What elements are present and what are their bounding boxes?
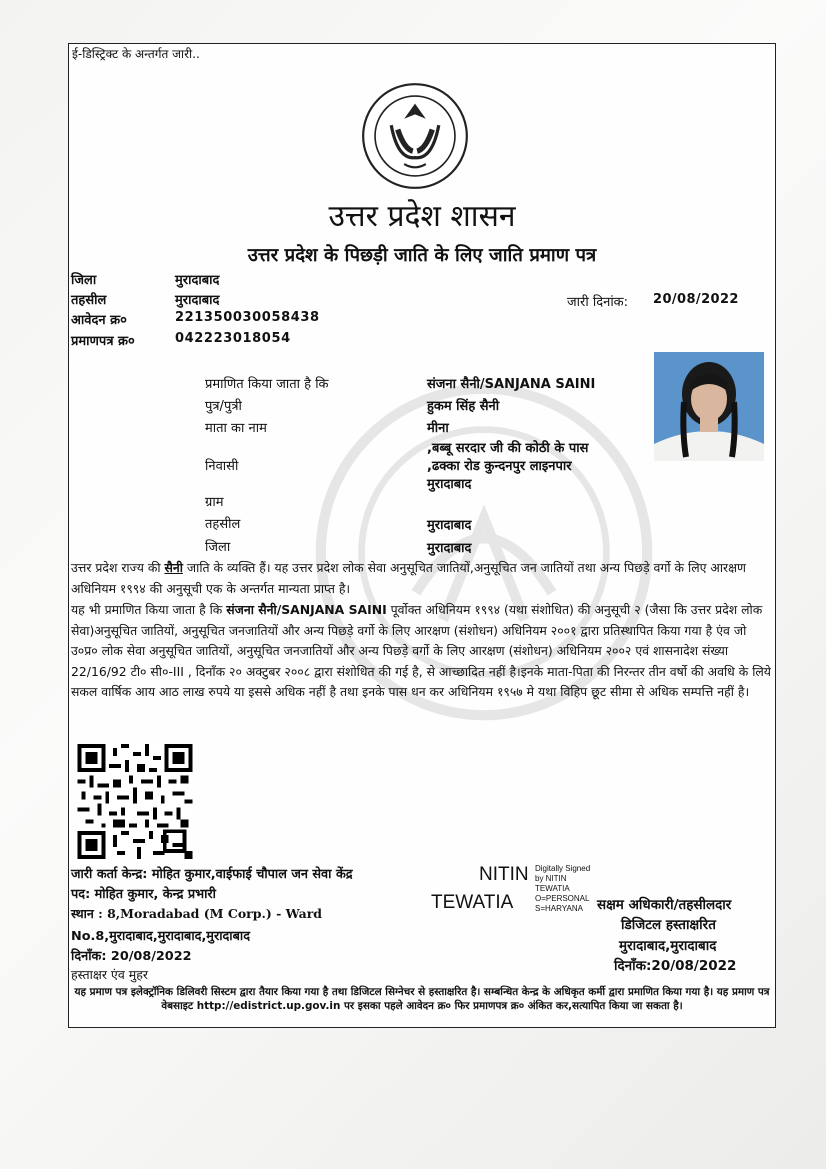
header-note: ई-डिस्ट्रिक्ट के अन्तर्गत जारी.. xyxy=(72,47,200,61)
issuer-sign-seal: हस्ताक्षर एंव मुहर xyxy=(71,967,148,982)
cert-title: उत्तर प्रदेश के पिछड़ी जाति के लिए जाति प्रमाण पत्र xyxy=(247,245,597,266)
applicant-name-inline: संजना सैनी/SANJANA SAINI xyxy=(226,602,387,617)
paragraph-certification: यह भी प्रमाणित किया जाता है कि संजना सैनी/SANJANA SAINI पूर्वोक्त अधिनियम १९९४ (यथा संशोधित) की अनुसूची २ (जैसा कि उत्तर प्रदेश लोक सेवा)अनुसूचित जातियों, अनुसूचित जनजातियों और अन्य पिछड़े वर्गो के लिए आरक्षण (संशोधन) अधिनियम २००१ द्वारा प्रतिस्थापित किया गया है एंव जो उ०प्र० लोक सेवा अनुसूचित जातियों, अनुसूचित जनजातियों और अन्य पिछड़े वर्गो के लिए आरक्षण (संशोधन) अधिनियम २००२ एवं शासनादेश संख्या 22/16/92 टी० सी०-III , दिनाँक २० अक्टुबर २००८ द्वारा संशोधित की गई है, से आच्छादित नहीं है।इनके माता-पिता की निरन्तर तीन वर्षो की अवधि के लिये सकल वार्षिक आय आठ लाख रुपये या इससे अधिक नहीं है तथा इनके पास धन कर अधिनियम १९५७ मे यथा विहिप छूट सीमा से अधिक सम्पत्ति नहीं है। xyxy=(71,602,771,700)
issue-date-value: 20/08/2022 xyxy=(653,292,739,307)
tehsil-value: मुरादाबाद xyxy=(175,293,220,308)
qr-code xyxy=(77,744,193,859)
certified-label: प्रमाणित किया जाता है कि xyxy=(205,377,329,392)
resident-line3: मुरादाबाद xyxy=(427,477,472,492)
child-of-label: पुत्र/पुत्री xyxy=(205,399,242,414)
authority-date: दिनाँक:20/08/2022 xyxy=(614,958,737,974)
applicant-photo xyxy=(654,352,764,461)
authority-place: मुरादाबाद,मुरादाबाद xyxy=(619,938,717,954)
mother-value: मीना xyxy=(427,421,449,436)
detail-district-value: मुरादाबाद xyxy=(427,541,472,556)
child-of-value: हुकम सिंह सैनी xyxy=(427,399,500,414)
footer-note: यह प्रमाण पत्र इलेक्ट्रॉनिक डिलिवरी सिस्टम द्वारा तैयार किया गया है तथा डिजिटल सिग्नेचर से हस्ताक्षरित है। सम्बन्धित केन्द्र के अधिकृत कर्मी द्वारा प्रमाणित किया गया है। यह प्रमाण पत्र वेबसाइट http://edistrict.up.gov.in पर इसका पहले आवेदन क्र० फिर प्रमाणपत्र क्र० अंकित कर,सत्यापित किया जा सकता है। xyxy=(74,986,770,1012)
certificate-label: प्रमाणपत्र क्र० xyxy=(71,334,135,349)
district-label: जिला xyxy=(71,273,97,288)
signer-name-line2: TEWATIA xyxy=(431,892,514,913)
village-label: ग्राम xyxy=(205,495,224,510)
district-value: मुरादाबाद xyxy=(175,273,220,288)
tehsil-label: तहसील xyxy=(71,293,107,308)
issuer-place-line1: स्थान : 8,Moradabad (M Corp.) - Ward xyxy=(71,906,323,921)
issue-date-label: जारी दिनांक: xyxy=(567,295,629,310)
detail-tehsil-value: मुरादाबाद xyxy=(427,518,472,533)
issuer-centre: जारी कर्ता केन्द्र: मोहित कुमार,वाईफाई चौपाल जन सेवा केंद्र xyxy=(71,867,353,882)
issuer-date: दिनाँक: 20/08/2022 xyxy=(71,949,192,964)
detail-tehsil-label: तहसील xyxy=(205,517,241,532)
resident-label: निवासी xyxy=(205,459,239,474)
certified-value: संजना सैनी/SANJANA SAINI xyxy=(427,377,596,392)
mother-label: माता का नाम xyxy=(205,421,267,436)
certificate-value: 042223018054 xyxy=(175,331,291,346)
application-label: आवेदन क्र० xyxy=(71,313,127,328)
resident-line2: ,ढक्का रोड कुन्दनपुर लाइनपार xyxy=(427,459,572,474)
authority-title: सक्षम अधिकारी/तहसीलदार xyxy=(597,897,732,913)
resident-line1: ,बब्बू सरदार जी की कोठी के पास xyxy=(427,441,589,456)
detail-district-label: जिला xyxy=(205,540,231,555)
signer-name-line1: NITIN xyxy=(479,864,529,885)
authority-signed: डिजिटल हस्ताक्षरित xyxy=(621,917,716,933)
gov-title: उत्तर प्रदेश शासन xyxy=(328,199,516,234)
paragraph-caste: उत्तर प्रदेश राज्य की सैनी जाति के व्यक्ति हैं। यह उत्तर प्रदेश लोक सेवा अनुसूचित जातियों,अनुसूचित जन जातियों तथा अन्य पिछड़े वर्गो के लिए आरक्षण अधिनियम १९९४ की अनुसूची एक के अन्तर्गत मान्यता प्राप्त है। xyxy=(71,560,746,596)
up-government-emblem xyxy=(361,82,469,190)
caste-name: सैनी xyxy=(164,560,183,575)
issuer-place-line2: No.8,मुरादाबाद,मुरादाबाद,मुरादाबाद xyxy=(71,929,251,944)
signature-details: Digitally Signed by NITIN TEWATIA O=PERSONAL S=HARYANA xyxy=(535,864,591,913)
issuer-post: पद: मोहित कुमार, केन्द्र प्रभारी xyxy=(71,887,216,902)
certificate-sheet xyxy=(68,43,776,1028)
application-value: 221350030058438 xyxy=(175,310,320,325)
